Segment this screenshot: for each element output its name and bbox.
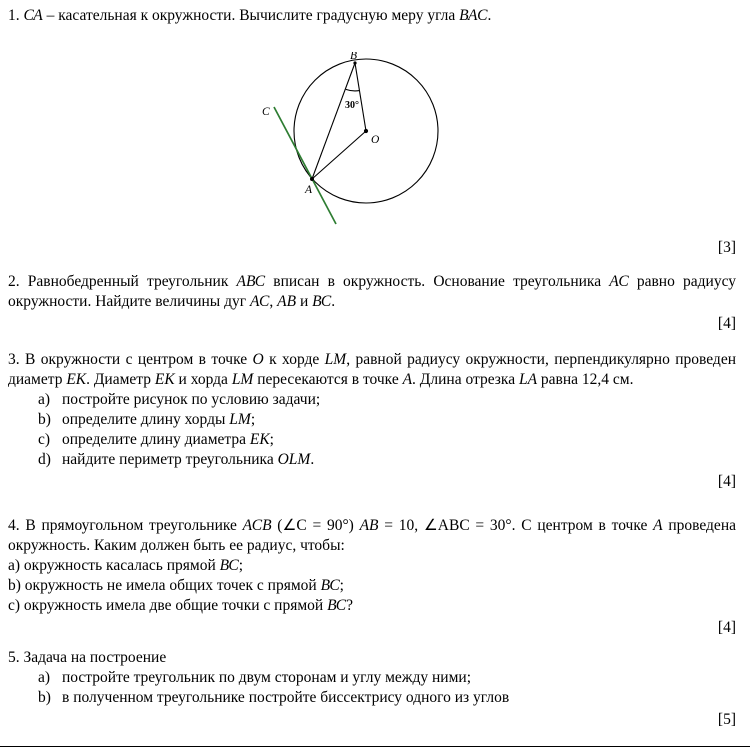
circle-figure [260, 52, 460, 230]
item-marker: b) [38, 689, 51, 706]
angle-arc [346, 89, 360, 91]
problem-3-text: 3. В окружности с центром в точке О к хорде LM, равной радиусу окружности, перпендикулярно проведен диаметр ЕК. Диаметр ЕК и хорда LM пересекаются в точке А. Длина отрезка LА равна 12,4 см. [8, 351, 736, 388]
chord-ba [312, 63, 355, 179]
problem-4-text: 4. В прямоугольном треугольнике АСВ (∠С = 90°) АВ = 10, ∠АВС = 30°. С центром в точке А проведена окружность. Каким должен быть ее радиус, чтобы: [8, 517, 736, 554]
problem-4-item-b: b) окружность не имела общих точек с прямой ВС; [8, 577, 344, 594]
label-angle-30: 30° [345, 100, 359, 111]
item-marker: b) [38, 411, 51, 428]
problem-2-points: [4] [717, 315, 736, 332]
problem-5 [8, 648, 736, 730]
segment-bo [355, 63, 366, 131]
problem-5-item-b [8, 688, 736, 708]
point-o [364, 129, 368, 133]
problem-3 [8, 350, 736, 492]
problem-1-text: 1. СА – касательная к окружности. Вычислите градусную меру угла ВАС. [8, 7, 492, 24]
problem-4 [8, 516, 736, 638]
problem-4-points: [4] [717, 619, 736, 636]
problem-3-item-b [8, 410, 736, 430]
item-text: постройте треугольник по двум сторонам и углу между ними; [62, 669, 472, 686]
problem-5-item-a [8, 668, 736, 688]
problem-3-item-c [8, 430, 736, 450]
radius-oa [312, 131, 366, 179]
problem-2-text: 2. Равнобедренный треугольник АВС вписан в окружность. Основание треугольника АС равно радиусу окружности. Найдите величины дуг АС, АВ и ВС. [8, 273, 737, 310]
item-text: определите длину диаметра ЕК; [62, 431, 274, 448]
problem-4-item-a: а) окружность касалась прямой ВС; [8, 557, 244, 574]
item-marker: d) [38, 451, 51, 468]
item-text: найдите периметр треугольника ОLM. [62, 451, 315, 468]
problem-5-points: [5] [717, 711, 736, 728]
item-text: определите длину хорды LM; [62, 411, 256, 428]
problem-4-item-c: c) окружность имела две общие точки с прямой ВС? [8, 597, 354, 614]
problem-3-item-d [8, 450, 736, 470]
item-marker: а) [38, 391, 51, 408]
item-marker: а) [38, 669, 51, 686]
bottom-divider [0, 746, 750, 747]
problem-5-text: 5. Задача на построение [8, 649, 167, 666]
item-text: постройте рисунок по условию задачи; [62, 391, 321, 408]
problem-1-points: [3] [717, 239, 736, 256]
problem-3-points: [4] [717, 473, 736, 490]
point-a [310, 177, 314, 181]
label-c: С [262, 106, 270, 118]
problem-2 [8, 272, 736, 334]
problem-1 [8, 6, 736, 258]
item-marker: c) [38, 431, 51, 448]
label-o: О [371, 134, 380, 146]
item-text: в полученном треугольнике постройте биссектрису одного из углов [62, 689, 510, 706]
problem-1-figure [260, 52, 460, 236]
label-b: В [350, 52, 358, 62]
label-a: А [305, 184, 313, 196]
problem-3-item-a [8, 390, 736, 410]
